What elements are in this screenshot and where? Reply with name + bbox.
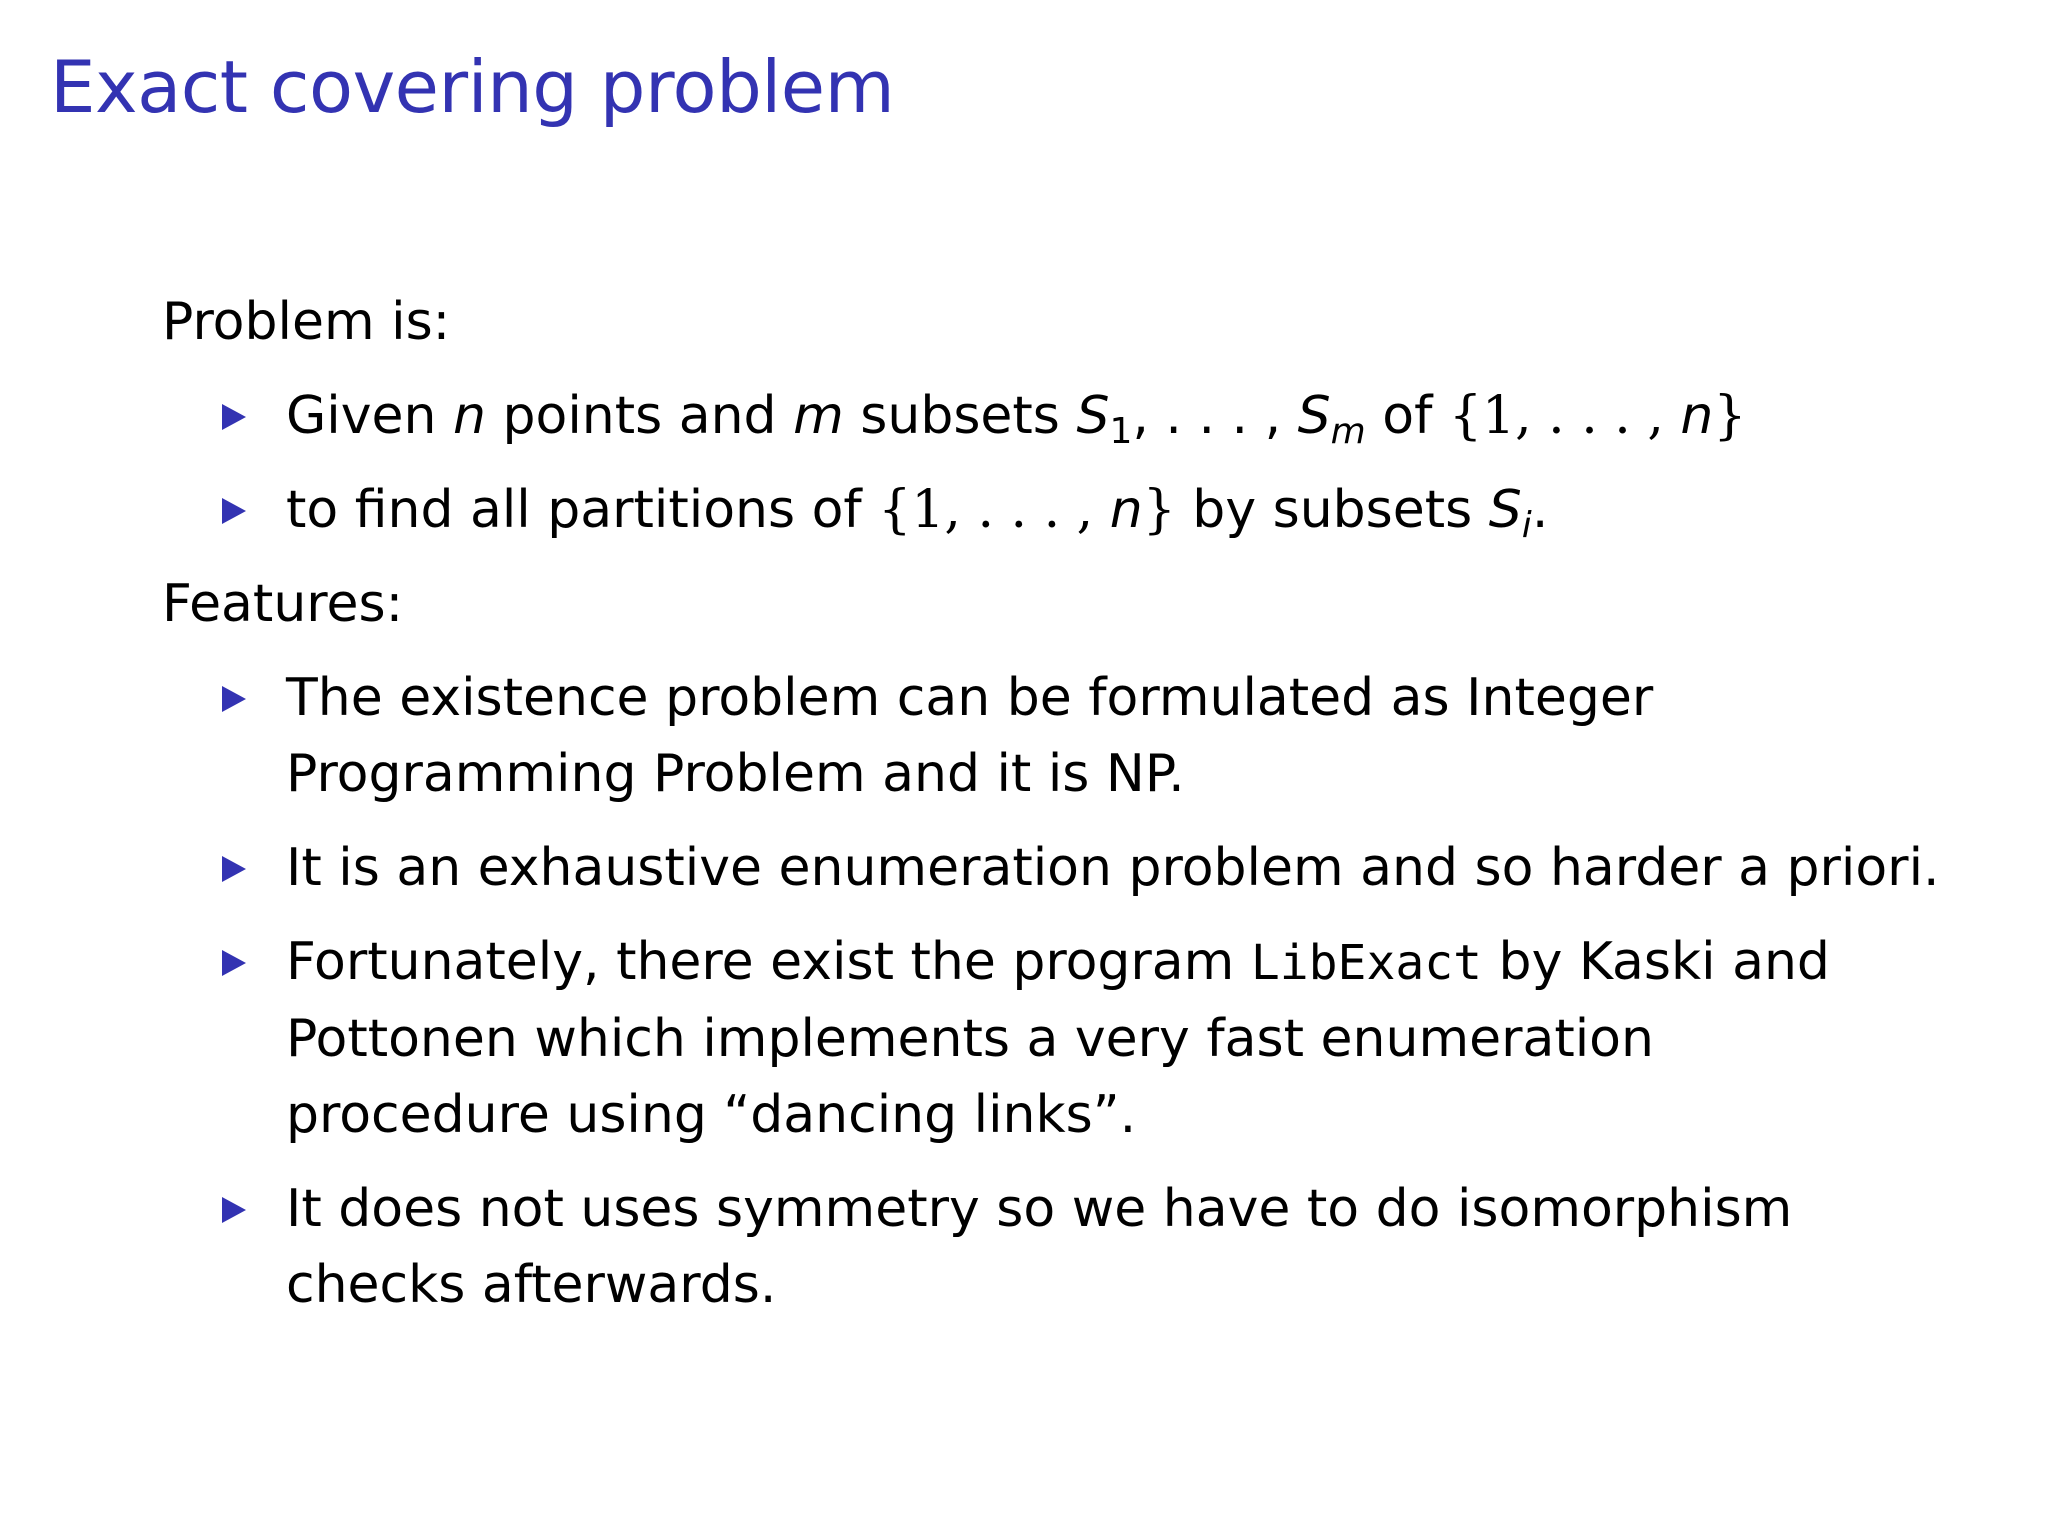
list-item: The existence problem can be formulated as Integer Programming Problem and it is NP. — [162, 660, 1962, 812]
triangle-bullet-icon — [222, 950, 246, 976]
triangle-bullet-icon — [222, 686, 246, 712]
slide-title: Exact covering problem — [50, 45, 895, 129]
triangle-bullet-icon — [222, 856, 246, 882]
list-item: It is an exhaustive enumeration problem and so harder a priori. — [162, 830, 1962, 906]
problem-list — [162, 378, 1962, 548]
list-item: Fortunately, there exist the program LibExact by Kaski and Pottonen which implements a very fast enumeration procedure using “dancing links”. — [162, 924, 1962, 1153]
code-libexact: LibExact — [1250, 935, 1483, 991]
features-list — [162, 660, 1962, 1323]
slide-content — [162, 284, 1962, 1341]
problem-heading: Problem is: — [162, 292, 451, 352]
triangle-bullet-icon — [222, 404, 246, 430]
triangle-bullet-icon — [222, 1197, 246, 1223]
features-heading: Features: — [162, 574, 404, 634]
list-item: to find all partitions of {1, . . . , n} by subsets $S_i$. — [162, 472, 1962, 548]
list-item: It does not uses symmetry so we have to do isomorphism checks afterwards. — [162, 1171, 1962, 1323]
triangle-bullet-icon — [222, 498, 246, 524]
list-item: Given n points and m subsets $S_1$, . . . , $S_m$ of {1, . . . , n} — [162, 378, 1962, 454]
